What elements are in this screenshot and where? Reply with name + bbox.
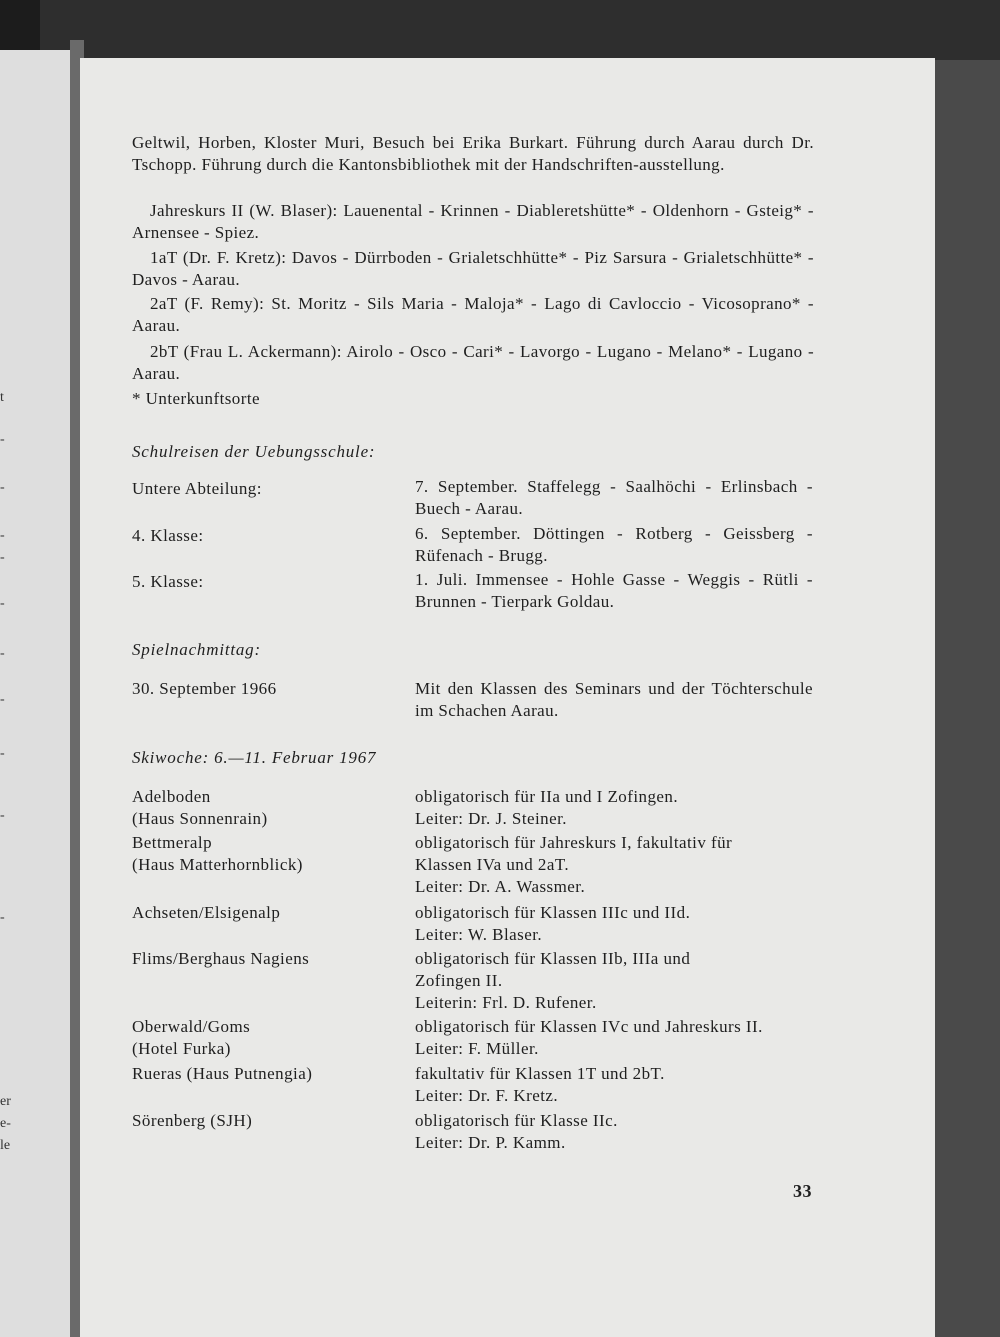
ski-place: Rueras (Haus Putnengia) — [132, 1064, 313, 1083]
left-fragment: - — [0, 550, 5, 565]
intro-paragraph: Geltwil, Horben, Kloster Muri, Besuch bei Erika Burkart. Führung durch Aarau durch Dr. Tschopp. Führung durch die Kantonsbibliothek mit der Handschriften-ausstellung. — [132, 133, 814, 174]
spielnachmittag-date: 30. September 1966 — [132, 679, 277, 698]
ski-info: Leiter: Dr. F. Kretz. — [415, 1086, 559, 1105]
schulreisen-label: Untere Abteilung: — [132, 479, 262, 498]
scanner-background — [0, 0, 1000, 60]
ski-info: Leiter: F. Müller. — [415, 1039, 539, 1058]
ski-info: Leiterin: Frl. D. Rufener. — [415, 993, 597, 1012]
schulreisen-text: 1. Juli. Immensee - Hohle Gasse - Weggis - Rütli - Brunnen - Tierpark Goldau. — [415, 570, 813, 611]
left-fragment: le — [0, 1138, 11, 1153]
left-page-edge — [0, 50, 74, 1337]
ski-info: obligatorisch für IIa und I Zofingen. — [415, 787, 679, 806]
course-paragraph: Jahreskurs II (W. Blaser): Lauenental - Krinnen - Diableretshütte* - Oldenhorn - Gsteig* - Arnensee - Spiez. — [132, 201, 814, 242]
ski-info: Leiter: Dr. P. Kamm. — [415, 1133, 566, 1152]
ski-place: Oberwald/Goms — [132, 1017, 251, 1036]
left-fragment: - — [0, 746, 5, 761]
ski-info: Zofingen II. — [415, 971, 503, 990]
ski-place: (Haus Matterhornblick) — [132, 855, 303, 874]
left-fragment: - — [0, 480, 5, 495]
left-fragment: - — [0, 432, 5, 447]
ski-info: obligatorisch für Jahreskurs I, fakultativ für — [415, 833, 733, 852]
left-fragment: - — [0, 528, 5, 543]
left-fragment: - — [0, 646, 5, 661]
course-paragraph: 2bT (Frau L. Ackermann): Airolo - Osco - Cari* - Lavorgo - Lugano - Melano* - Lugano - Aarau. — [132, 342, 814, 383]
ski-info: Leiter: Dr. A. Wassmer. — [415, 877, 586, 896]
ski-place: (Haus Sonnenrain) — [132, 809, 268, 828]
ski-info: obligatorisch für Klasse IIc. — [415, 1111, 618, 1130]
ski-info: Klassen IVa und 2aT. — [415, 855, 570, 874]
section-heading-skiwoche: Skiwoche: 6.—11. Februar 1967 — [132, 748, 377, 767]
schulreisen-label: 4. Klasse: — [132, 526, 204, 545]
section-heading-schulreisen: Schulreisen der Uebungsschule: — [132, 442, 376, 461]
ski-info: obligatorisch für Klassen IIIc und IId. — [415, 903, 691, 922]
course-paragraph: 1aT (Dr. F. Kretz): Davos - Dürrboden - Grialetschhütte* - Piz Sarsura - Grialetschhütte* - Davos - Aarau. — [132, 248, 814, 289]
left-fragment: - — [0, 910, 5, 925]
left-fragment: e- — [0, 1116, 11, 1131]
ski-place: Achseten/Elsigenalp — [132, 903, 281, 922]
left-fragment: - — [0, 808, 5, 823]
schulreisen-text: 7. September. Staffelegg - Saalhöchi - Erlinsbach - Buech - Aarau. — [415, 477, 813, 518]
left-fragment: - — [0, 692, 5, 707]
ski-place: Adelboden — [132, 787, 211, 806]
course-paragraph: 2aT (F. Remy): St. Moritz - Sils Maria - Maloja* - Lago di Cavloccio - Vicosoprano* - Aarau. — [132, 294, 814, 335]
left-fragment: er — [0, 1094, 11, 1109]
ski-info: Leiter: W. Blaser. — [415, 925, 543, 944]
ski-info: Leiter: Dr. J. Steiner. — [415, 809, 567, 828]
ski-place: Bettmeralp — [132, 833, 213, 852]
schulreisen-text: 6. September. Döttingen - Rotberg - Geissberg - Rüfenach - Brugg. — [415, 524, 813, 565]
page-number: 33 — [793, 1181, 812, 1201]
footnote: * Unterkunftsorte — [132, 389, 261, 408]
ski-info: fakultativ für Klassen 1T und 2bT. — [415, 1064, 665, 1083]
ski-place: Flims/Berghaus Nagiens — [132, 949, 310, 968]
section-heading-spielnachmittag: Spielnachmittag: — [132, 640, 261, 659]
document-page — [80, 58, 935, 1337]
ski-info: obligatorisch für Klassen IVc und Jahreskurs II. — [415, 1017, 763, 1036]
left-fragment: t — [0, 390, 4, 405]
left-fragment: - — [0, 596, 5, 611]
ski-info: obligatorisch für Klassen IIb, IIIa und — [415, 949, 691, 968]
ski-place: (Hotel Furka) — [132, 1039, 231, 1058]
ski-place: Sörenberg (SJH) — [132, 1111, 253, 1130]
schulreisen-label: 5. Klasse: — [132, 572, 204, 591]
spielnachmittag-text: Mit den Klassen des Seminars und der Töchterschule im Schachen Aarau. — [415, 679, 813, 720]
